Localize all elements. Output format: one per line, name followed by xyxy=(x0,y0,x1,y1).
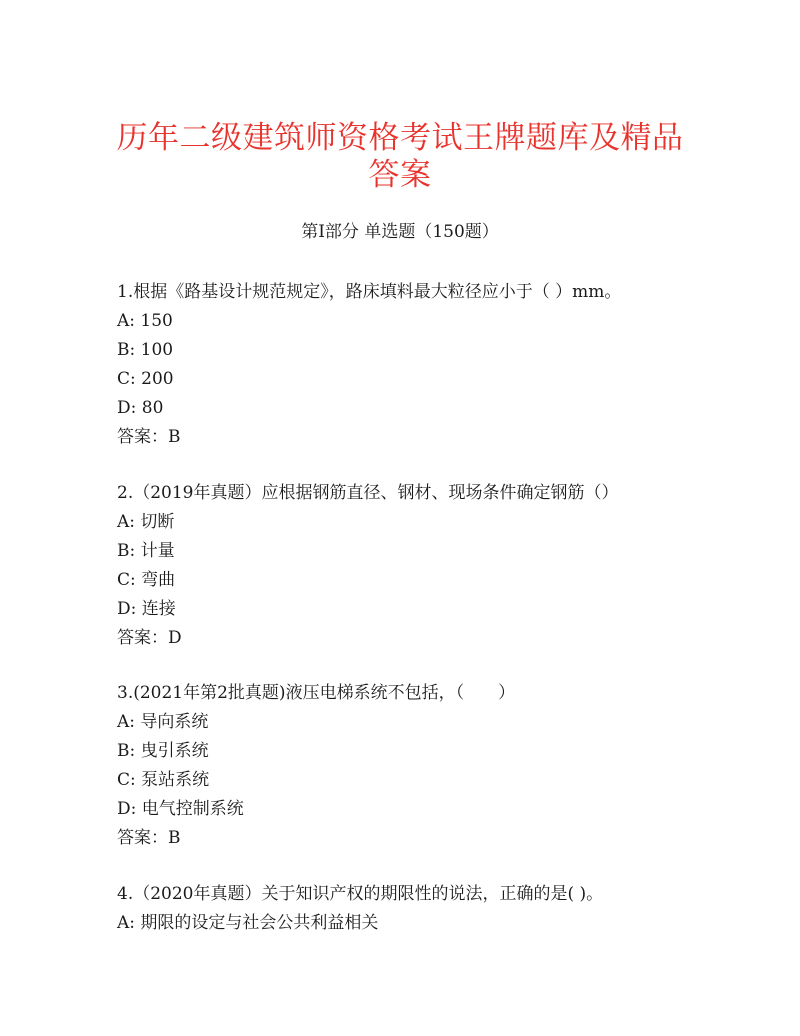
answer: 答案：B xyxy=(117,828,181,848)
question-2 xyxy=(117,479,717,653)
answer: 答案：B xyxy=(117,427,181,447)
option-c: C: 200 xyxy=(117,369,174,389)
option-c: C: 弯曲 xyxy=(117,570,176,590)
option-b: B: 计量 xyxy=(117,541,175,561)
option-a: A: 期限的设定与社会公共利益相关 xyxy=(117,913,379,933)
option-a: A: 导向系统 xyxy=(117,712,209,732)
answer: 答案：D xyxy=(117,628,182,648)
section-title: 第Ⅰ部分 单选题（150题） xyxy=(301,222,499,242)
option-d: D: 连接 xyxy=(117,599,176,619)
question-1 xyxy=(117,278,717,452)
question-stem: 1.根据《路基设计规范规定》，路床填料最大粒径应小于（ ）mm。 xyxy=(117,282,622,302)
option-c: C: 泵站系统 xyxy=(117,770,210,790)
option-b: B: 曳引系统 xyxy=(117,741,209,761)
question-3 xyxy=(117,679,717,853)
option-a: A: 切断 xyxy=(117,512,175,532)
question-stem: 3.(2021年第2批真题)液压电梯系统不包括，（ ） xyxy=(117,683,516,703)
question-stem: 2.（2019年真题）应根据钢筋直径、钢材、现场条件确定钢筋（） xyxy=(117,483,619,503)
question-4 xyxy=(117,880,717,938)
option-b: B: 100 xyxy=(117,340,174,360)
option-d: D: 电气控制系统 xyxy=(117,799,244,819)
option-a: A: 150 xyxy=(117,311,173,331)
option-d: D: 80 xyxy=(117,398,164,418)
question-stem: 4.（2020年真题）关于知识产权的期限性的说法，正确的是( )。 xyxy=(117,884,604,904)
document-title: 历年二级建筑师资格考试王牌题库及精品答案 xyxy=(116,120,684,193)
